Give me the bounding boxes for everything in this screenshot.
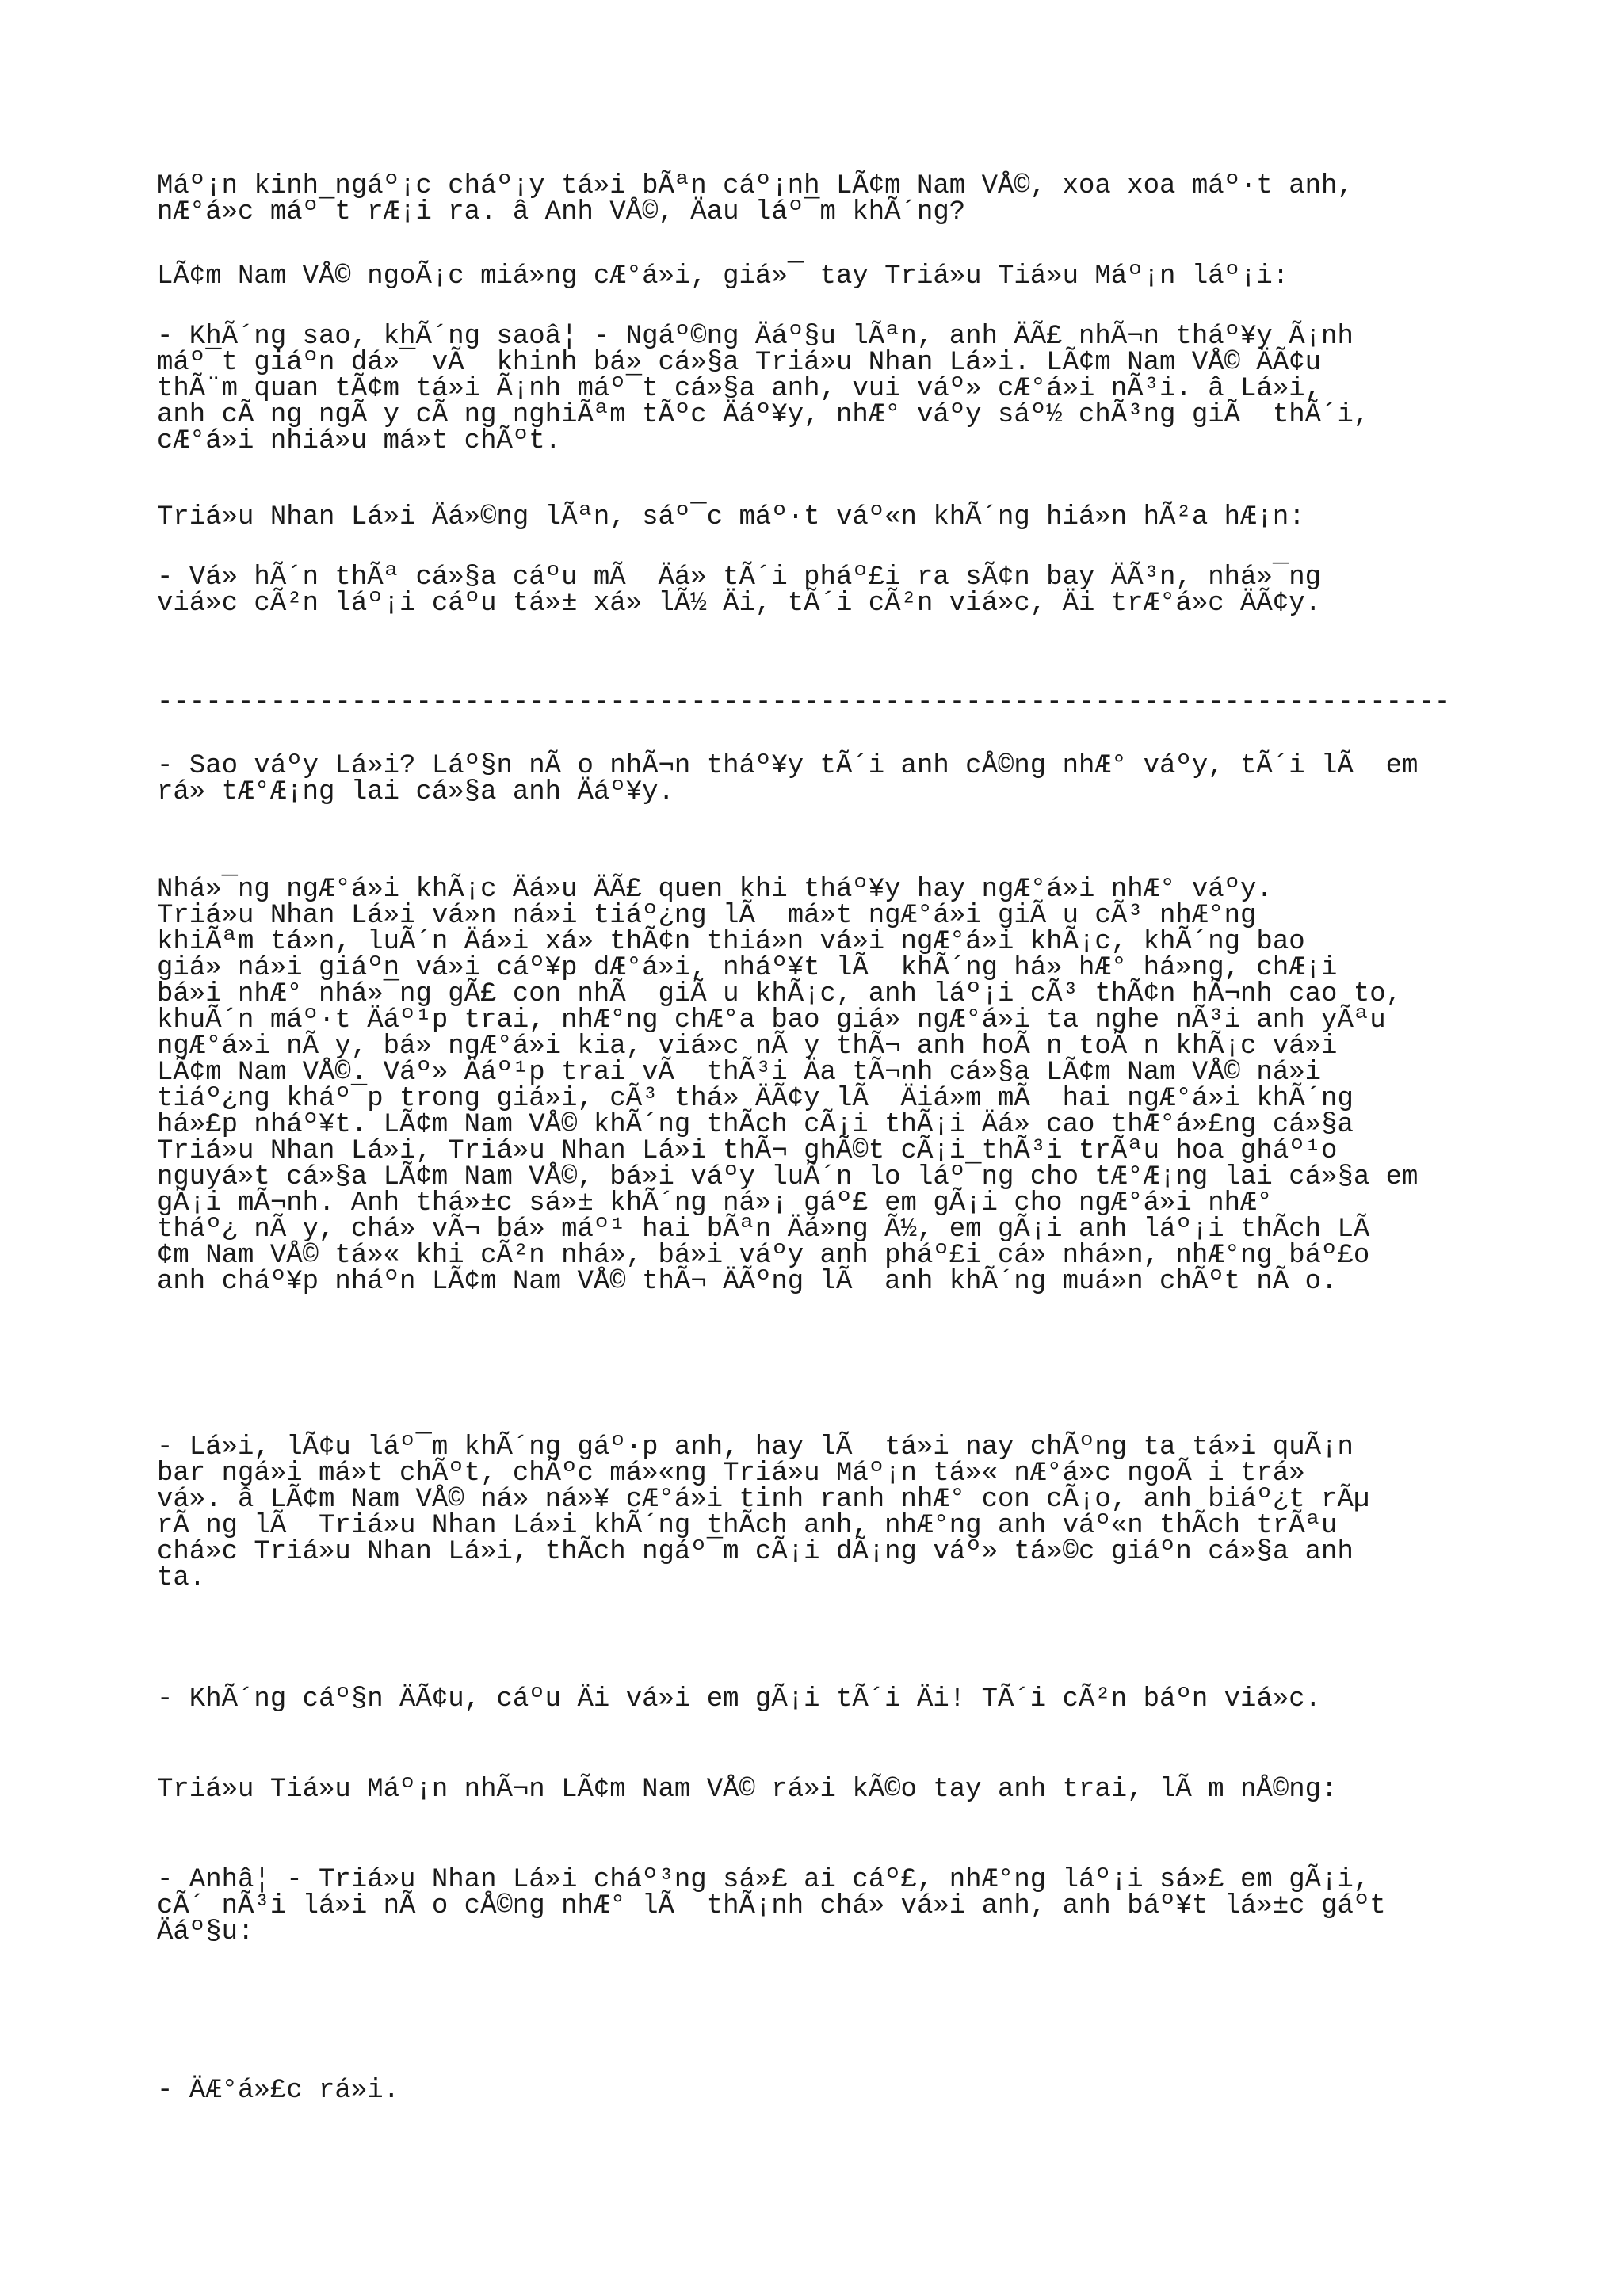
text-line: chá»c Triá»u Nhan Lá»i, thÃch ngáº¯m cÃ¡i dÃ¡ng váº» tá»©c giáºn cá»§a anh	[157, 1537, 1354, 1567]
text-line: anh cháº¥p nháºn LÃ¢m Nam VÅ© thÃ¬ ÄÃºng lÃ anh khÃ´ng muá»n chÃºt nÃ o.	[157, 1267, 1338, 1297]
text-line: Nhá»¯ng ngÆ°á»i khÃ¡c Äá»u ÄÃ£ quen khi tháº¥y hay ngÆ°á»i nhÆ° váºy.	[157, 875, 1273, 905]
text-line: ta.	[157, 1563, 206, 1593]
text-line: máº¯t giáºn dá»¯ vÃ khinh bá» cá»§a Triá»u Nhan Lá»i. LÃ¢m Nam VÅ© ÄÃ¢u	[157, 348, 1322, 378]
text-line: há»£p nháº¥t. LÃ¢m Nam VÅ© khÃ´ng thÃch cÃ¡i thÃ¡i Äá» cao thÆ°á»£ng cá»§a	[157, 1110, 1354, 1140]
text-line: - KhÃ´ng sao, khÃ´ng saoâ¦ - Ngáº©ng Äáº§u lÃªn, anh ÄÃ£ nhÃ¬n tháº¥y Ã¡nh	[157, 322, 1354, 352]
separator-dashes: --------------------------------------------------------------------------------	[157, 688, 1451, 718]
text-line: khuÃ´n máº·t Äáº¹p trai, nhÆ°ng chÆ°a bao giá» ngÆ°á»i ta nghe nÃ³i anh yÃªu	[157, 1005, 1386, 1035]
text-line: Triá»u Nhan Lá»i, Triá»u Nhan Lá»i thÃ¬ ghÃ©t cÃ¡i thÃ³i trÃªu hoa gháº¹o	[157, 1136, 1338, 1166]
text-line: LÃ¢m Nam VÅ© ngoÃ¡c miá»ng cÆ°á»i, giá»¯ tay Triá»u Tiá»u Máº¡n láº¡i:	[157, 261, 1289, 292]
text-line: - Vá» hÃ´n thÃª cá»§a cáºu mÃ Äá» tÃ´i pháº£i ra sÃ¢n bay ÄÃ³n, nhá»¯ng	[157, 563, 1322, 593]
text-line: - KhÃ´ng cáº§n ÄÃ¢u, cáºu Äi vá»i em gÃ¡i tÃ´i Äi! TÃ´i cÃ²n báºn viá»c.	[157, 1684, 1322, 1714]
text-line: gÃ¡i mÃ¬nh. Anh thá»±c sá»± khÃ´ng ná»¡ gáº£ em gÃ¡i cho ngÆ°á»i nhÆ°	[157, 1188, 1273, 1219]
text-line: ngÆ°á»i nÃ y, bá» ngÆ°á»i kia, viá»c nÃ y thÃ¬ anh hoÃ n toÃ n khÃ¡c vá»i	[157, 1032, 1338, 1062]
text-line: bar ngá»i má»t chÃºt, chÃºc má»«ng Triá»u Máº¡n tá»« nÆ°á»c ngoÃ i trá»	[157, 1459, 1305, 1489]
text-line: cÆ°á»i nhiá»u má»t chÃºt.	[157, 426, 562, 456]
text-line: Máº¡n kinh ngáº¡c cháº¡y tá»i bÃªn cáº¡nh LÃ¢m Nam VÅ©, xoa xoa máº·t anh,	[157, 171, 1354, 201]
text-line: Triá»u Tiá»u Máº¡n nhÃ¬n LÃ¢m Nam VÅ© rá»i kÃ©o tay anh trai, lÃ m nÅ©ng:	[157, 1775, 1338, 1805]
text-line: khiÃªm tá»n, luÃ´n Äá»i xá» thÃ¢n thiá»n vá»i ngÆ°á»i khÃ¡c, khÃ´ng bao	[157, 927, 1305, 957]
text-line: rá» tÆ°Æ¡ng lai cá»§a anh Äáº¥y.	[157, 777, 674, 807]
text-line: - Sao váºy Lá»i? Láº§n nÃ o nhÃ¬n tháº¥y tÃ´i anh cÅ©ng nhÆ° váºy, tÃ´i lÃ em	[157, 751, 1419, 781]
text-line: Triá»u Nhan Lá»i vá»n ná»i tiáº¿ng lÃ má»t ngÆ°á»i giÃ u cÃ³ nhÆ°ng	[157, 901, 1257, 931]
text-line: rÃ ng lÃ Triá»u Nhan Lá»i khÃ´ng thÃch anh, nhÆ°ng anh váº«n thÃch trÃªu	[157, 1511, 1338, 1541]
text-line: thÃ¨m quan tÃ¢m tá»i Ã¡nh máº¯t cá»§a anh, vui váº» cÆ°á»i nÃ³i. â Lá»i,	[157, 374, 1322, 404]
text-line: ¢m Nam VÅ© tá»« khi cÃ²n nhá», bá»i váºy anh pháº£i cá» nhá»n, nhÆ°ng báº£o	[157, 1241, 1370, 1271]
text-line: giá» ná»i giáºn vá»i cáº¥p dÆ°á»i, nháº¥t lÃ khÃ´ng há» hÆ° há»ng, chÆ¡i	[157, 953, 1338, 983]
text-line: vá». â LÃ¢m Nam VÅ© ná» ná»¥ cÆ°á»i tinh ranh nhÆ° con cÃ¡o, anh biáº¿t rÃµ	[157, 1485, 1370, 1515]
text-line: tiáº¿ng kháº¯p trong giá»i, cÃ³ thá» ÄÃ¢y lÃ Äiá»m mÃ hai ngÆ°á»i khÃ´ng	[157, 1084, 1354, 1114]
text-line: cÃ´ nÃ³i lá»i nÃ o cÅ©ng nhÆ° lÃ thÃ¡nh chá» vá»i anh, anh báº¥t lá»±c gáºt	[157, 1891, 1386, 1921]
text-line: - Lá»i, lÃ¢u láº¯m khÃ´ng gáº·p anh, hay lÃ tá»i nay chÃºng ta tá»i quÃ¡n	[157, 1432, 1354, 1463]
text-line: - Anhâ¦ - Triá»u Nhan Lá»i cháº³ng sá»£ ai cáº£, nhÆ°ng láº¡i sá»£ em gÃ¡i,	[157, 1865, 1370, 1895]
text-line: nÆ°á»c máº¯t rÆ¡i ra. â Anh VÅ©, Äau láº¯m khÃ´ng?	[157, 197, 966, 227]
text-line: bá»i nhÆ° nhá»¯ng gÃ£ con nhÃ giÃ u khÃ¡c, anh láº¡i cÃ³ thÃ¢n hÃ¬nh cao to,	[157, 979, 1403, 1009]
text-line: tháº¿ nÃ y, chá» vÃ¬ bá» máº¹ hai bÃªn Äá»ng Ã½, em gÃ¡i anh láº¡i thÃch LÃ	[157, 1215, 1370, 1245]
text-line: Triá»u Nhan Lá»i Äá»©ng lÃªn, sáº¯c máº·t váº«n khÃ´ng hiá»n hÃ²a hÆ¡n:	[157, 502, 1305, 532]
text-line: LÃ¢m Nam VÅ©. Váº» Äáº¹p trai vÃ thÃ³i Äa tÃ¬nh cá»§a LÃ¢m Nam VÅ© ná»i	[157, 1058, 1322, 1088]
text-line: nguyá»t cá»§a LÃ¢m Nam VÅ©, bá»i váºy luÃ´n lo láº¯ng cho tÆ°Æ¡ng lai cá»§a em	[157, 1162, 1419, 1192]
text-line: viá»c cÃ²n láº¡i cáºu tá»± xá» lÃ½ Äi, tÃ´i cÃ²n viá»c, Äi trÆ°á»c ÄÃ¢y.	[157, 589, 1322, 619]
text-line: - ÄÆ°á»£c rá»i.	[157, 2076, 400, 2106]
text-line: Äáº§u:	[157, 1917, 254, 1947]
text-line: anh cÃ ng ngÃ y cÃ ng nghiÃªm tÃºc Äáº¥y, nhÆ° váºy sáº½ chÃ³ng giÃ thÃ´i,	[157, 400, 1370, 430]
